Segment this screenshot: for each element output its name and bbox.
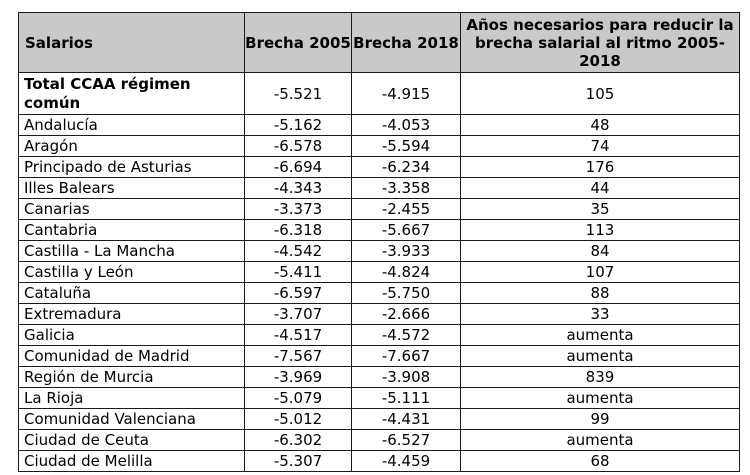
total-brecha-2005: -5.521 (245, 73, 352, 115)
row-brecha-2005: -4.343 (245, 178, 352, 199)
row-anos: 74 (461, 136, 740, 157)
row-anos: 107 (461, 262, 740, 283)
row-anos: aumenta (461, 430, 740, 451)
row-name: Illes Balears (19, 178, 245, 199)
table-row (19, 451, 740, 472)
row-brecha-2005: -3.373 (245, 199, 352, 220)
table-row-total (19, 73, 740, 115)
row-brecha-2005: -4.517 (245, 325, 352, 346)
table-row (19, 157, 740, 178)
row-name: Principado de Asturias (19, 157, 245, 178)
row-name: Cataluña (19, 283, 245, 304)
row-brecha-2018: -3.933 (352, 241, 461, 262)
table-row (19, 199, 740, 220)
total-name: Total CCAA régimen común (19, 73, 245, 115)
row-anos: 99 (461, 409, 740, 430)
row-brecha-2018: -5.594 (352, 136, 461, 157)
table-row (19, 304, 740, 325)
row-name: Galicia (19, 325, 245, 346)
table-row (19, 220, 740, 241)
row-brecha-2018: -4.431 (352, 409, 461, 430)
row-brecha-2005: -6.318 (245, 220, 352, 241)
row-name: Comunidad de Madrid (19, 346, 245, 367)
row-name: Ciudad de Ceuta (19, 430, 245, 451)
row-name: Región de Murcia (19, 367, 245, 388)
row-name: Andalucía (19, 115, 245, 136)
row-brecha-2005: -6.578 (245, 136, 352, 157)
table-row (19, 346, 740, 367)
row-anos: aumenta (461, 388, 740, 409)
table-body (19, 73, 740, 472)
row-brecha-2018: -6.527 (352, 430, 461, 451)
row-anos: aumenta (461, 346, 740, 367)
row-brecha-2018: -3.908 (352, 367, 461, 388)
row-anos: 84 (461, 241, 740, 262)
row-anos: 176 (461, 157, 740, 178)
row-name: La Rioja (19, 388, 245, 409)
row-anos: 68 (461, 451, 740, 472)
header-brecha-2018: Brecha 2018 (352, 13, 461, 73)
row-name: Comunidad Valenciana (19, 409, 245, 430)
table-row (19, 367, 740, 388)
table-row (19, 283, 740, 304)
row-anos: 33 (461, 304, 740, 325)
row-brecha-2018: -6.234 (352, 157, 461, 178)
row-brecha-2018: -5.667 (352, 220, 461, 241)
row-brecha-2018: -3.358 (352, 178, 461, 199)
table-row (19, 178, 740, 199)
header-salarios: Salarios (19, 13, 245, 73)
row-brecha-2018: -7.667 (352, 346, 461, 367)
row-brecha-2018: -5.111 (352, 388, 461, 409)
row-brecha-2018: -4.572 (352, 325, 461, 346)
row-brecha-2005: -6.597 (245, 283, 352, 304)
row-anos: 839 (461, 367, 740, 388)
row-brecha-2005: -3.969 (245, 367, 352, 388)
row-name: Castilla y León (19, 262, 245, 283)
row-anos: aumenta (461, 325, 740, 346)
row-name: Canarias (19, 199, 245, 220)
table-row (19, 241, 740, 262)
row-anos: 48 (461, 115, 740, 136)
row-brecha-2005: -6.302 (245, 430, 352, 451)
row-name: Extremadura (19, 304, 245, 325)
table-row (19, 325, 740, 346)
row-anos: 88 (461, 283, 740, 304)
row-anos: 35 (461, 199, 740, 220)
row-brecha-2018: -4.053 (352, 115, 461, 136)
table-row (19, 136, 740, 157)
row-brecha-2005: -5.411 (245, 262, 352, 283)
row-brecha-2005: -5.307 (245, 451, 352, 472)
table-row (19, 115, 740, 136)
total-anos: 105 (461, 73, 740, 115)
salary-gap-table (18, 12, 740, 472)
table-row (19, 430, 740, 451)
row-brecha-2018: -4.459 (352, 451, 461, 472)
row-name: Aragón (19, 136, 245, 157)
total-brecha-2018: -4.915 (352, 73, 461, 115)
row-brecha-2018: -4.824 (352, 262, 461, 283)
row-brecha-2005: -3.707 (245, 304, 352, 325)
row-brecha-2018: -2.455 (352, 199, 461, 220)
row-name: Cantabria (19, 220, 245, 241)
table-row (19, 262, 740, 283)
row-brecha-2005: -5.162 (245, 115, 352, 136)
row-brecha-2005: -6.694 (245, 157, 352, 178)
row-brecha-2005: -7.567 (245, 346, 352, 367)
row-brecha-2005: -4.542 (245, 241, 352, 262)
header-anos-necesarios: Años necesarios para reducir la brecha salarial al ritmo 2005-2018 (461, 13, 740, 73)
row-brecha-2018: -5.750 (352, 283, 461, 304)
table-header (19, 13, 740, 73)
header-brecha-2005: Brecha 2005 (245, 13, 352, 73)
row-name: Castilla - La Mancha (19, 241, 245, 262)
header-row (19, 13, 740, 73)
row-brecha-2005: -5.012 (245, 409, 352, 430)
row-anos: 113 (461, 220, 740, 241)
salary-gap-table-container (18, 12, 739, 472)
row-brecha-2005: -5.079 (245, 388, 352, 409)
table-row (19, 409, 740, 430)
row-name: Ciudad de Melilla (19, 451, 245, 472)
row-anos: 44 (461, 178, 740, 199)
table-row (19, 388, 740, 409)
row-brecha-2018: -2.666 (352, 304, 461, 325)
